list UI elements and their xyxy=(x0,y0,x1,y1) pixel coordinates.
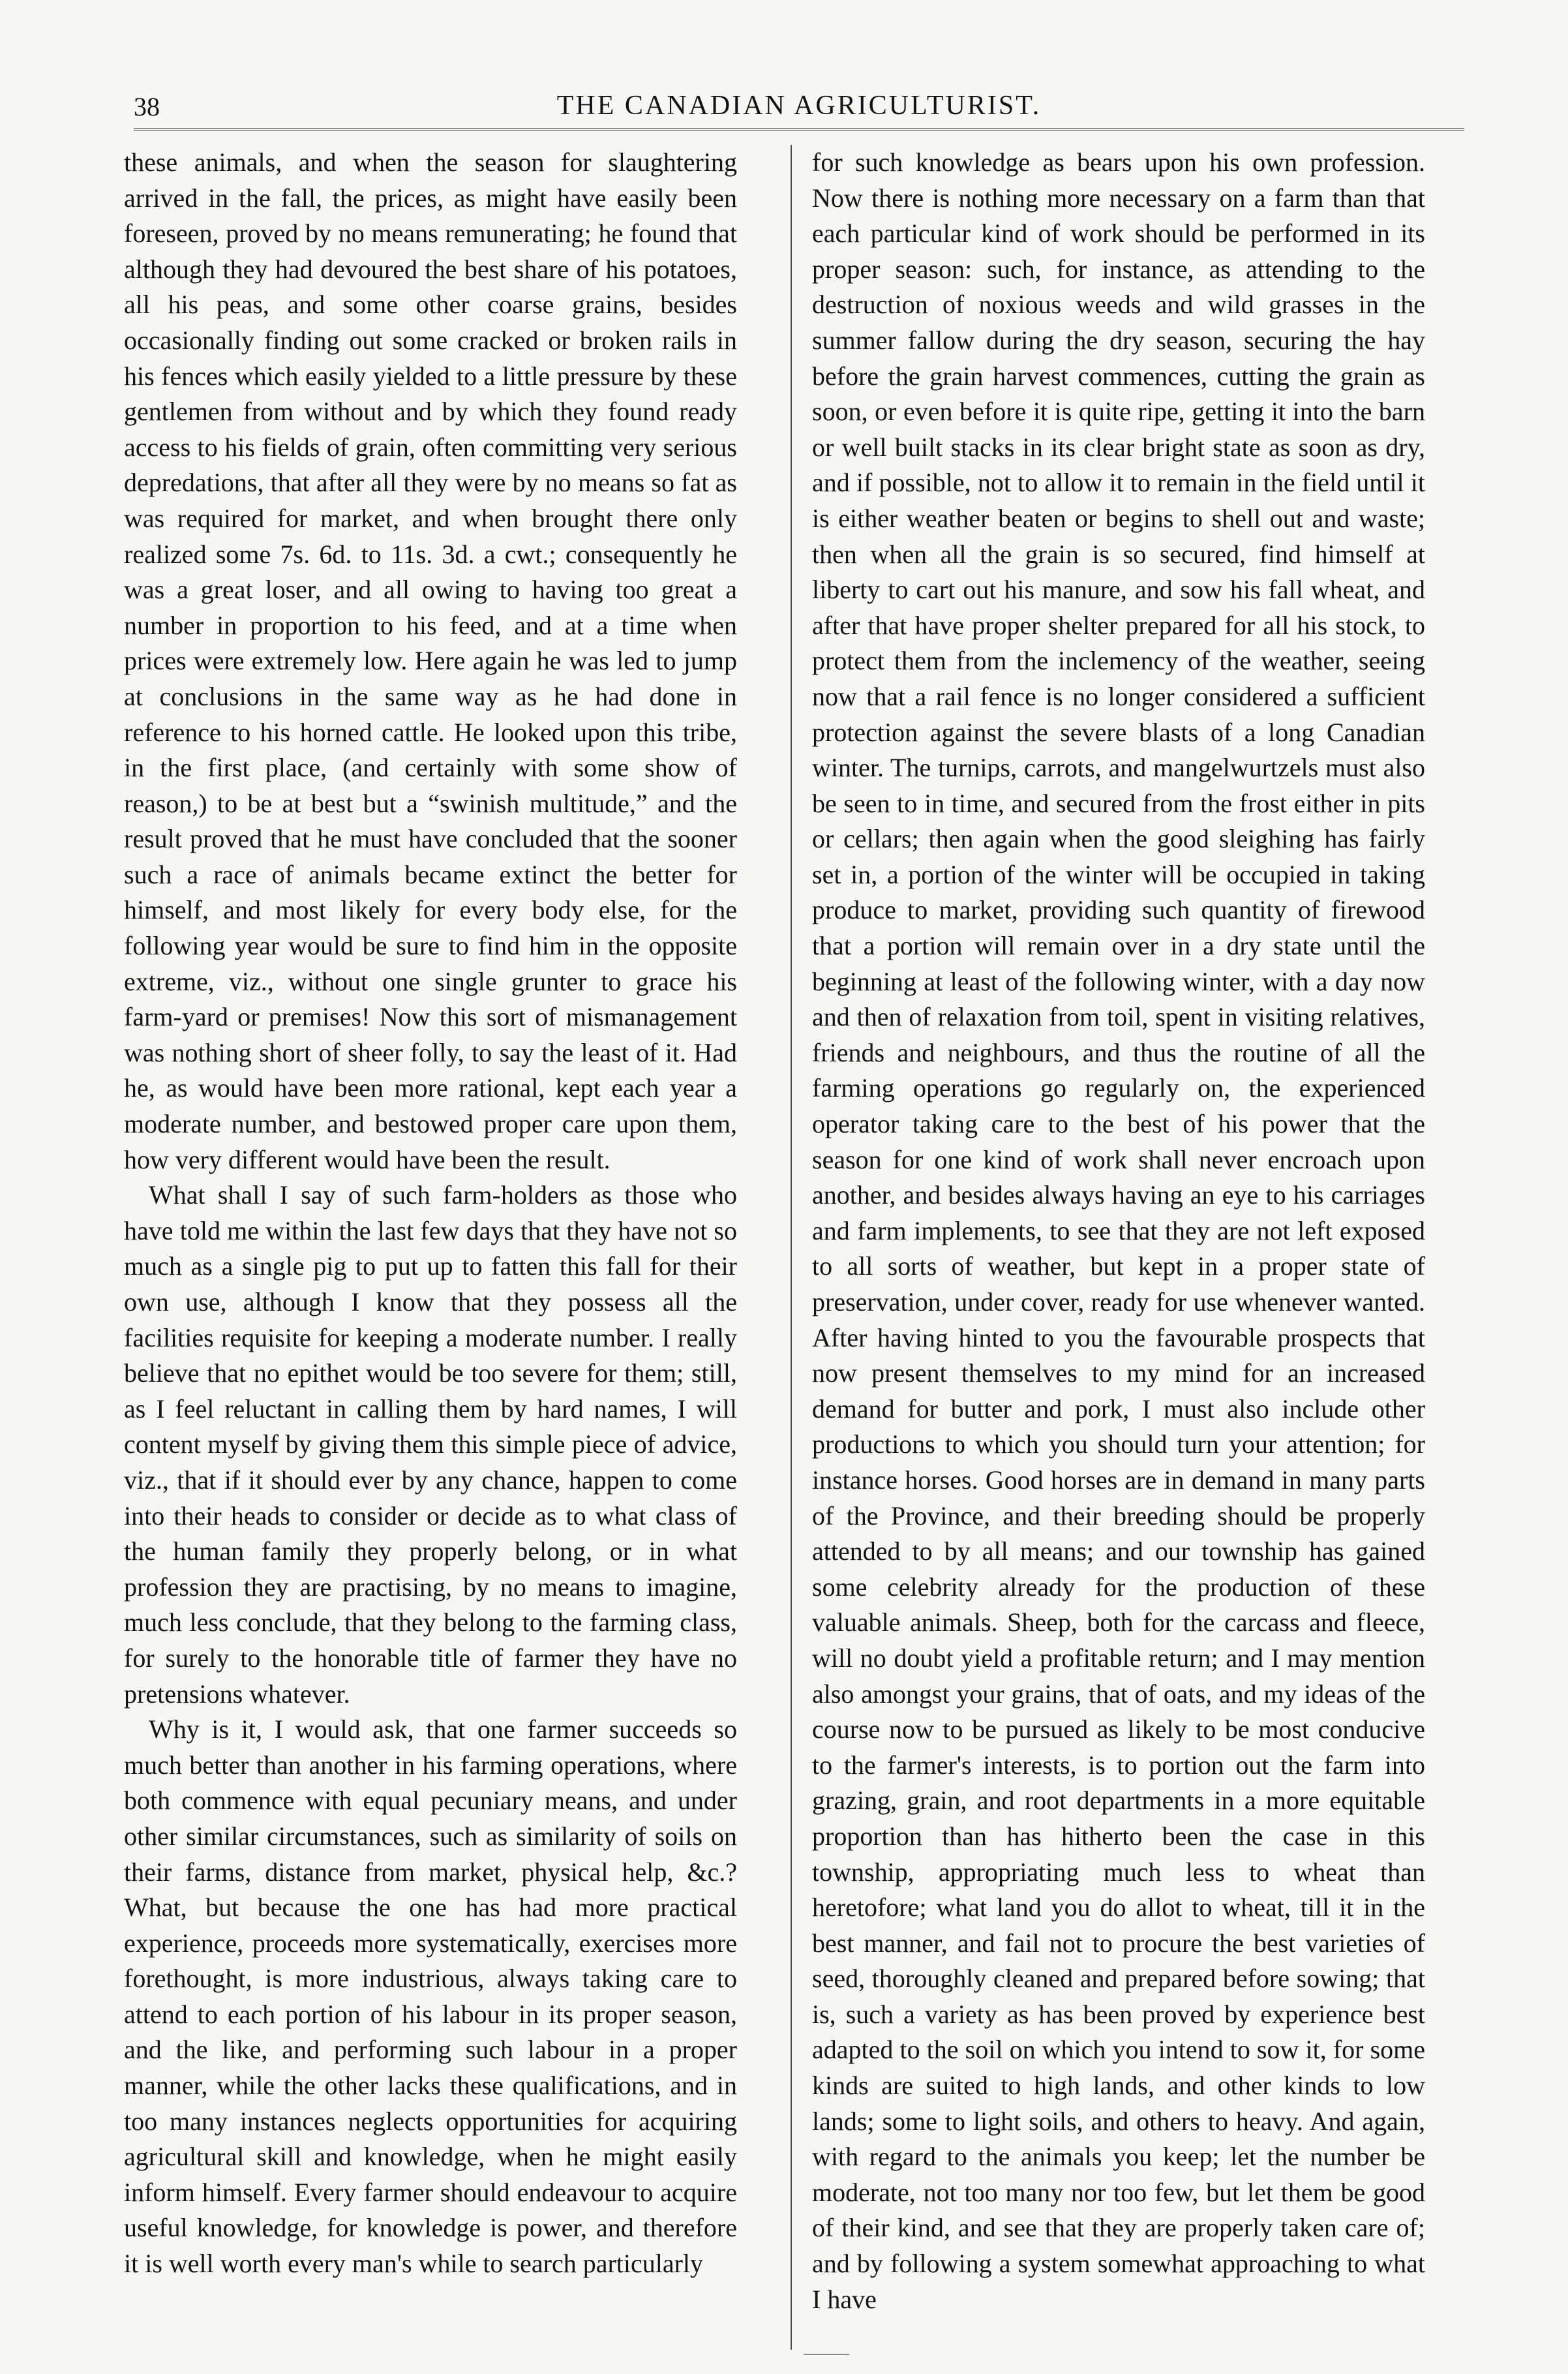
paragraph: What shall I say of such farm-holders as those who have told me within the last few days that they have not so much as a single pig to put up to fatten this fall for their own use, although I know that they possess all the facilities requisite for keeping a moderate number. I really believe that no epithet would be too severe for them; still, as I feel reluctant in calling them by hard names, I will content myself by giving them this simple piece of advice, viz., that if it should ever by any chance, happen to come into their heads to consider or decide as to what class of the human family they properly belong, or in what profession they are practising, by no means to imagine, much less conclude, that they belong to the farming class, for surely to the honorable title of farmer they have no pretensions whatever. xyxy=(124,1180,737,1709)
paragraph: these animals, and when the season for slaughtering arrived in the fall, the prices, as might have easily been foreseen, proved by no means remunerating; he found that although they had devoured the best share of his potatoes, all his peas, and some other coarse grains, besides occasionally finding out some cracked or broken rails in his fences which easily yielded to a little pressure by these gentlemen from without and by which they found ready access to his fields of grain, often committing very serious depredations, that after all they were by no means so fat as was required for market, and when brought there only realized some 7s. 6d. to 11s. 3d. a cwt.; consequently he was a great loser, and all owing to having too great a number in proportion to his feed, and at a time when prices were extremely low. Here again he was led to jump at conclusions in the same way as he had done in reference to his horned cattle. He looked upon this tribe, in the first place, (and certainly with some show of reason,) to be at best but a “swinish multitude,” and the result proved that he must have concluded that the sooner such a race of animals became extinct the better for himself, and most likely for every body else, for the following year would be sure to find him in the opposite extreme, viz., without one single grunter to grace his farm-yard or premises! Now this sort of mismanagement was nothing short of sheer folly, to say the least of it. Had he, as would have been more rational, kept each year a moderate number, and bestowed proper care upon them, how very different would have been the result. xyxy=(124,147,737,1174)
paragraph: Why is it, I would ask, that one farmer succeeds so much better than another in his farming operations, where both commence with equal pecuniary means, and under other similar circumstances, such as similarity of soils on their farms, distance from market, physical help, &c.? What, but because the one has had more practical experience, proceeds more systematically, exercises more forethought, is more industrious, always taking care to attend to each portion of his labour in its proper season, and the like, and performing such labour in a proper manner, while the other lacks these qualifications, and in too many instances neglects opportunities for acquiring agricultural skill and knowledge, when he might easily inform himself. Every farmer should endeavour to acquire useful knowledge, for knowledge is power, and therefore it is well worth every man's while to search particularly xyxy=(124,1714,737,2279)
footer-mark xyxy=(804,2354,849,2355)
right-column xyxy=(812,145,1425,2317)
paragraph: for such knowledge as bears upon his own profession. Now there is nothing more necessary on a farm than that each particular kind of work should be performed in its proper season: such, for instance, as attending to the destruction of noxious weeds and wild grasses in the summer fallow during the dry season, securing the hay before the grain harvest commences, cutting the grain as soon, or even before it is quite ripe, getting it into the barn or well built stacks in its clear bright state as soon as dry, and if possible, not to allow it to remain in the field until it is either weather beaten or begins to shell out and waste; then when all the grain is so secured, find himself at liberty to cart out his manure, and sow his fall wheat, and after that have proper shelter prepared for all his stock, to protect them from the inclemency of the weather, seeing now that a rail fence is no longer considered a sufficient protection against the severe blasts of a long Canadian winter. The turnips, carrots, and mangelwurtzels must also be seen to in time, and secured from the frost either in pits or cellars; then again when the good sleighing has fairly set in, a portion of the winter will be occupied in taking produce to market, providing such quantity of firewood that a portion will remain over in a dry state until the beginning at least of the following winter, with a day now and then of relaxation from toil, spent in visiting relatives, friends and neighbours, and thus the routine of all the farming operations go regularly on, the experienced operator taking care to the best of his power that the season for one kind of work shall never encroach upon another, and besides always having an eye to his carriages and farm implements, to see that they are not left exposed to all sorts of weather, but kept in a proper state of preservation, under cover, ready for use whenever wanted. After having hinted to you the favourable prospects that now present themselves to my mind for an increased demand for butter and pork, I must also include other productions to which you should turn your attention; for instance horses. Good horses are in demand in many parts of the Province, and their breeding should be properly attended to by all means; and our township has gained some celebrity already for the production of these valuable animals. Sheep, both for the carcass and fleece, will no doubt yield a profitable return; and I may mention also amongst your grains, that of oats, and my ideas of the course now to be pursued as likely to be most conducive to the farmer's interests, is to portion out the farm into grazing, grain, and root departments in a more equitable proportion than has hitherto been the case in this township, appropriating much less to wheat than heretofore; what land you do allot to wheat, till it in the best manner, and fail not to procure the best varieties of seed, thoroughly cleaned and prepared before sowing; that is, such a variety as has been proved by experience best adapted to the soil on which you intend to sow it, for some kinds are suited to high lands, and other kinds to low lands; some to light soils, and others to heavy. And again, with regard to the animals you keep; let the number be moderate, not too many nor too few, but let them be good of their kind, and see that they are properly taken care of; and by following a system somewhat approaching to what I have xyxy=(812,147,1425,2314)
column-divider xyxy=(791,145,792,2350)
page-number: 38 xyxy=(134,92,160,121)
running-title: THE CANADIAN AGRICULTURIST. xyxy=(556,91,1042,121)
left-column xyxy=(124,145,737,2282)
page-header xyxy=(134,84,1464,129)
header-rule xyxy=(134,128,1464,130)
